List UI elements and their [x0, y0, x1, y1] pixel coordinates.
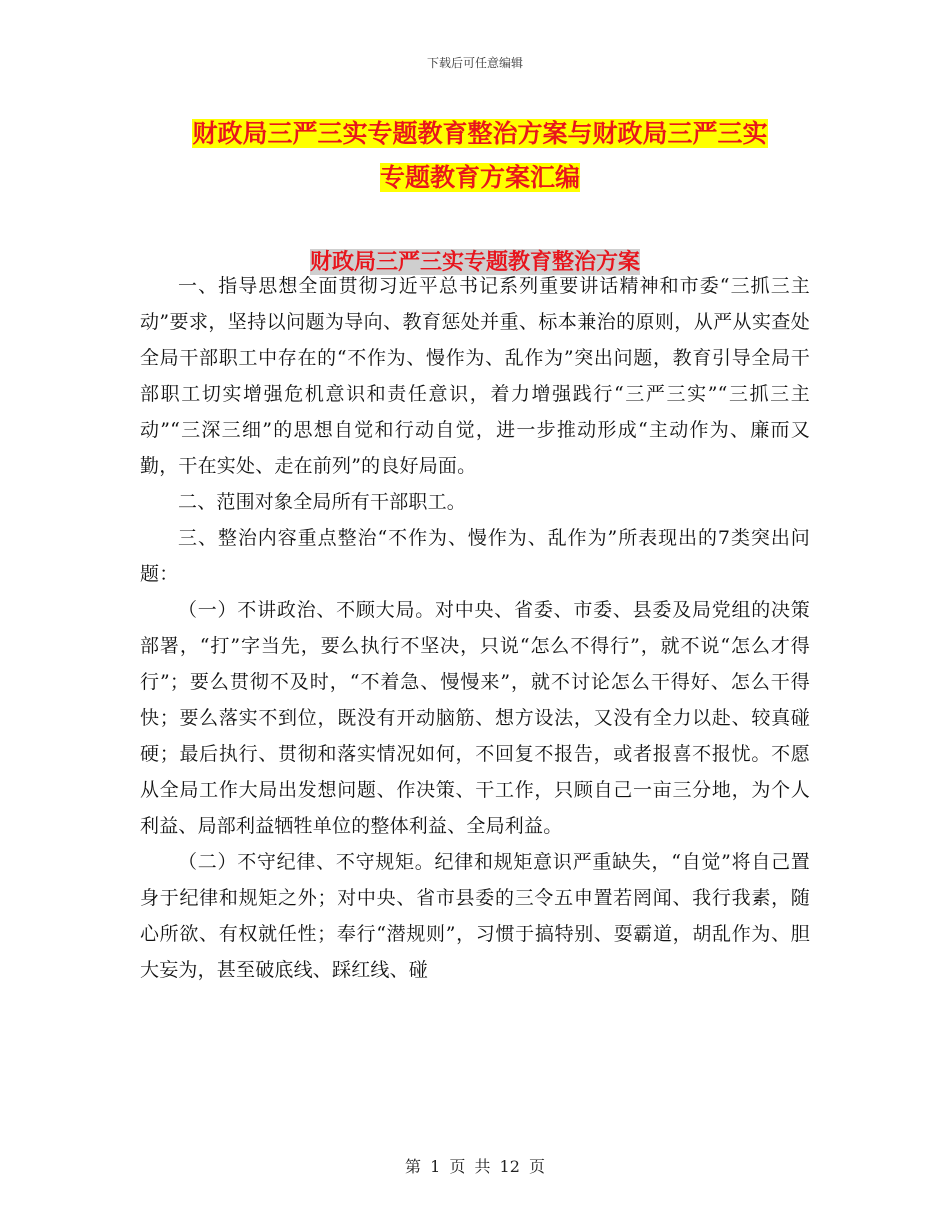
page-header: 下载后可任意编辑: [426, 56, 523, 70]
paragraph-guiding-ideology: 一、指导思想全面贯彻习近平总书记系列重要讲话精神和市委“三抓三主动”要求，坚持以问题为导向、教育惩处并重、标本兼治的原则，从严从实查处全局干部职工中存在的“不作为、慢作为、乱作为”突出问题，教育引导全局干部职工切实增强危机意识和责任意识，着力增强践行“三严三实”“三抓三主动”“三深三细”的思想自觉和行动自觉，进一步推动形成“主动作为、廉而又勤，干在实处、走在前列”的良好局面。: [140, 275, 810, 477]
paragraph-item-1: （一）不讲政治、不顾大局。对中央、省委、市委、县委及局党组的决策部署，“打”字当先，要么执行不坚决，只说“怎么不得行”，就不说“怎么才得行”；要么贯彻不及时，“不着急、慢慢来”，就不讨论怎么干得好、怎么干得快；要么落实不到位，既没有开动脑筋、想方设法，又没有全力以赴、较真碰硬；最后执行、贯彻和落实情况如何，不回复不报告，或者报喜不报忧。不愿从全局工作大局出发想问题、作决策、干工作，只顾自己一亩三分地，为个人利益、局部利益牺牲单位的整体利益、全局利益。: [140, 599, 810, 837]
paragraph-item-2: （二）不守纪律、不守规矩。纪律和规矩意识严重缺失，“自觉”将自己置身于纪律和规矩之外；对中央、省市县委的三令五申置若罔闻、我行我素，随心所欲、有权就任性；奉行“潜规则”，习惯于搞特别、耍霸道，胡乱作为、胆大妄为，甚至破底线、踩红线、碰: [140, 851, 810, 981]
body-text: [140, 268, 810, 988]
section-title-text: 财政局三严三实专题教育整治方案: [309, 249, 640, 275]
paragraph-scope: 二、范围对象全局所有干部职工。: [178, 491, 467, 513]
title-line-1: 财政局三严三实专题教育整治方案与财政局三严三实: [192, 119, 768, 148]
paragraph-content: 三、整治内容重点整治“不作为、慢作为、乱作为”所表现出的7类突出问题：: [140, 527, 810, 585]
page-footer: 第 1 页 共 12 页: [405, 1157, 545, 1176]
document-title: [150, 112, 810, 200]
title-line-2: 专题教育方案汇编: [379, 163, 580, 192]
